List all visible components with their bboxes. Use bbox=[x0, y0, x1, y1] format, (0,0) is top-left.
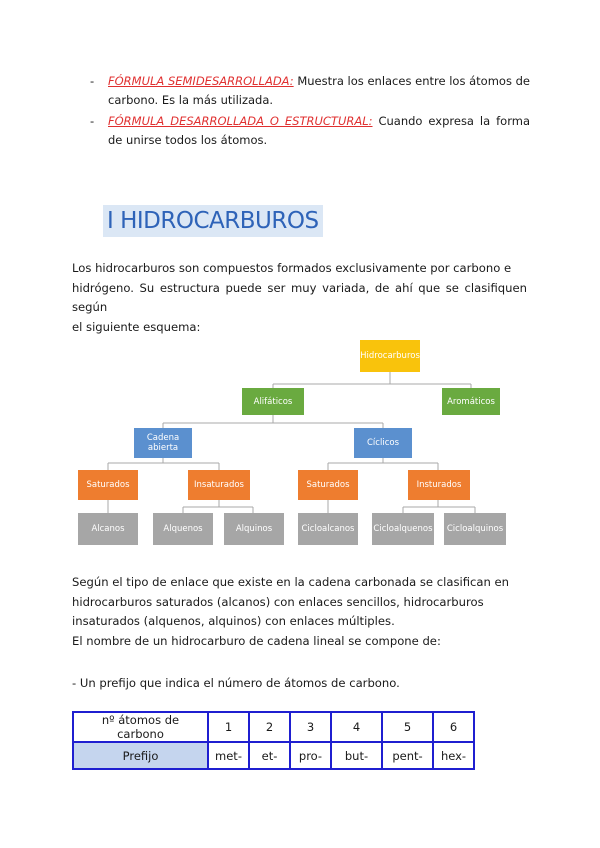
node-insaturados-ciclicos: Insturados bbox=[408, 470, 470, 500]
text-line: Los hidrocarburos son compuestos formados exclusivamente por carbono e bbox=[72, 261, 512, 275]
node-cicloalquenos: Cicloalquenos bbox=[372, 513, 434, 545]
table-cell: 1 bbox=[208, 712, 249, 742]
node-hidrocarburos: Hidrocarburos bbox=[360, 340, 420, 372]
table-row-label: Prefijo bbox=[73, 742, 208, 769]
bullet-dash: - bbox=[90, 114, 95, 128]
section-heading: I HIDROCARBUROS bbox=[103, 205, 323, 237]
node-cicloalquinos: Cicloalquinos bbox=[444, 513, 506, 545]
bullet-text: Cuando expresa la forma de unirse todos los átomos. bbox=[108, 114, 530, 147]
bullet-semidesarrollada bbox=[90, 72, 530, 110]
intro-paragraph bbox=[72, 259, 527, 337]
prefix-table bbox=[72, 711, 475, 770]
text-line: hidrógeno. Su estructura puede ser muy variada, de ahí que se clasifiquen según bbox=[72, 280, 527, 314]
table-cell: 6 bbox=[433, 712, 474, 742]
node-cicloalcanos: Cicloalcanos bbox=[298, 513, 358, 545]
table-cell: 3 bbox=[290, 712, 331, 742]
table-row bbox=[73, 742, 474, 769]
node-alquenos: Alquenos bbox=[153, 513, 213, 545]
node-aromaticos: Aromáticos bbox=[442, 388, 500, 415]
bullet-dash: - bbox=[90, 74, 95, 88]
bullet-text: Muestra los enlaces entre los átomos de carbono. Es la más utilizada. bbox=[108, 74, 530, 107]
formula-bullet-list bbox=[90, 72, 530, 152]
text-line: insaturados (alquenos, alquinos) con enlaces múltiples. bbox=[72, 614, 395, 628]
classification-diagram bbox=[78, 335, 510, 550]
table-cell: but- bbox=[331, 742, 382, 769]
table-cell: met- bbox=[208, 742, 249, 769]
table-cell: 2 bbox=[249, 712, 290, 742]
term-semidesarrollada: FÓRMULA SEMIDESARROLLADA: bbox=[108, 74, 294, 88]
table-cell: pro- bbox=[290, 742, 331, 769]
text-line: hidrocarburos saturados (alcanos) con enlaces sencillos, hidrocarburos bbox=[72, 594, 484, 609]
text-line: Según el tipo de enlace que existe en la cadena carbonada se clasifican en bbox=[72, 575, 509, 589]
table-cell: hex- bbox=[433, 742, 474, 769]
classification-paragraph bbox=[72, 573, 527, 632]
prefix-paragraph: - Un prefijo que indica el número de átomos de carbono. bbox=[72, 676, 400, 690]
table-row bbox=[73, 712, 474, 742]
table-cell: 5 bbox=[382, 712, 433, 742]
table-row-label: nº átomos de carbono bbox=[73, 712, 208, 742]
table-cell: 4 bbox=[331, 712, 382, 742]
naming-paragraph: El nombre de un hidrocarburo de cadena lineal se compone de: bbox=[72, 634, 441, 648]
node-cadena-abierta: Cadena abierta bbox=[134, 428, 192, 458]
table-cell: pent- bbox=[382, 742, 433, 769]
node-insaturados: Insaturados bbox=[188, 470, 250, 500]
node-saturados: Saturados bbox=[78, 470, 138, 500]
table-cell: et- bbox=[249, 742, 290, 769]
node-saturados-ciclicos: Saturados bbox=[298, 470, 358, 500]
term-desarrollada: FÓRMULA DESARROLLADA O ESTRUCTURAL: bbox=[108, 114, 373, 128]
node-alquinos: Alquinos bbox=[224, 513, 284, 545]
text-line: el siguiente esquema: bbox=[72, 319, 201, 334]
node-alcanos: Alcanos bbox=[78, 513, 138, 545]
bullet-desarrollada bbox=[90, 112, 530, 150]
node-ciclicos: Cíclicos bbox=[354, 428, 412, 458]
node-alifaticos: Alifáticos bbox=[242, 388, 304, 415]
